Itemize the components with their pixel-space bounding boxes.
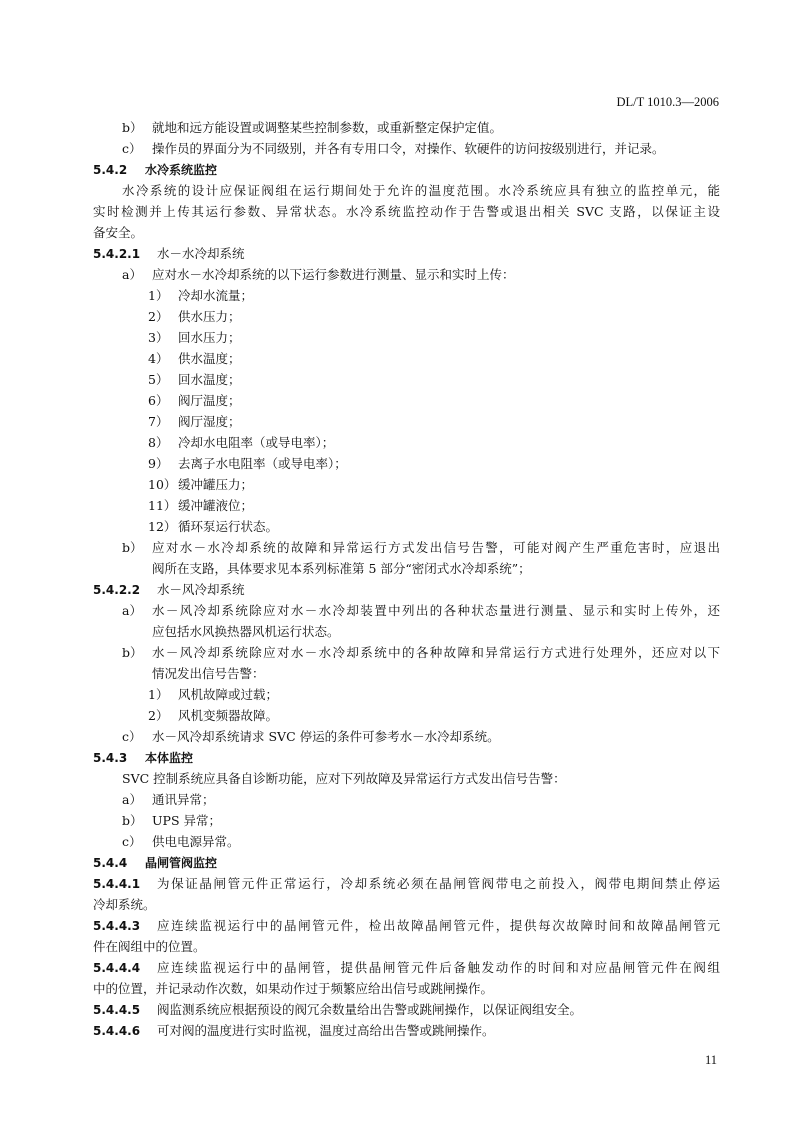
item-text: 冷却水流量； xyxy=(178,288,254,303)
clause-5-4-4-6 xyxy=(93,1023,495,1039)
list-subitem xyxy=(148,351,241,367)
item-text: 去离子水电阻率（或导电率）； xyxy=(178,456,347,471)
item-label: 6） xyxy=(148,393,169,408)
section-title: 水冷系统监控 xyxy=(145,163,218,177)
clause-text-line: 中的位置，并记录动作次数，如果动作过于频繁应给出信号或跳闸操作。 xyxy=(93,981,494,996)
list-subitem xyxy=(148,687,278,703)
clause-text-line: 件在阀组中的位置。 xyxy=(93,939,206,954)
item-text: 风机故障或过载； xyxy=(178,687,279,702)
item-label: 10） xyxy=(148,477,177,492)
item-text: 供水压力； xyxy=(178,309,241,324)
list-item xyxy=(122,792,215,808)
item-text: 缓冲罐液位； xyxy=(178,498,254,513)
document-id: DL/T 1010.3—2006 xyxy=(616,95,719,109)
list-subitem xyxy=(148,708,278,724)
intro-item-b xyxy=(122,120,502,136)
item-label: a） xyxy=(122,267,142,282)
section-title: 晶闸管阀监控 xyxy=(145,856,218,870)
item-text: 缓冲罐压力； xyxy=(178,477,254,492)
clause-number: 5.4.4.4 xyxy=(93,961,141,975)
item-label: 2） xyxy=(148,708,169,723)
item-label: a） xyxy=(122,603,142,618)
section-heading-5-4-3 xyxy=(93,750,193,766)
clause-text-line: 应连续监视运行中的晶闸管元件，检出故障晶闸管元件，提供每次故障时间和故障晶闸管元 xyxy=(157,918,720,933)
clause-text: 阀监测系统应根据预设的阀冗余数量给出告警或跳闸操作，以保证阀组安全。 xyxy=(157,1002,583,1017)
item-label: b） xyxy=(122,540,143,555)
section-number: 5.4.3 xyxy=(93,751,128,765)
clause-text-line: 应连续监视运行中的晶闸管，提供晶闸管元件后备触发动作的时间和对应晶闸管元件在阀组 xyxy=(157,960,720,975)
list-subitem xyxy=(148,519,278,535)
list-subitem xyxy=(148,309,241,325)
clause-5-4-4-4 xyxy=(93,960,157,976)
item-text: 风机变频器故障。 xyxy=(178,708,279,723)
page-number: 11 xyxy=(704,1053,717,1067)
clause-5-4-4-3 xyxy=(93,918,157,934)
item-label: b） xyxy=(122,813,143,828)
intro-item-c xyxy=(122,141,665,157)
list-item-c xyxy=(122,729,500,745)
item-text: 回水温度； xyxy=(178,372,241,387)
section-number: 5.4.2 xyxy=(93,163,128,177)
item-label: 7） xyxy=(148,414,169,429)
section-heading-5-4-4 xyxy=(93,855,217,871)
item-label: b） xyxy=(122,645,143,660)
item-text-line: 情况发出信号告警： xyxy=(152,666,265,681)
list-item-a xyxy=(122,603,152,619)
clause-number: 5.4.4.5 xyxy=(93,1003,141,1017)
item-label: 1） xyxy=(148,288,169,303)
item-text-line: 水－风冷却系统除应对水－水冷却系统中的各种故障和异常运行方式进行处理外，还应对以下 xyxy=(152,645,720,660)
list-subitem xyxy=(148,393,241,409)
section-number: 5.4.4 xyxy=(93,856,128,870)
list-subitem xyxy=(148,330,241,346)
item-label: a） xyxy=(122,792,142,807)
paragraph-line: 备安全。 xyxy=(93,225,144,240)
paragraph-line: SVC 控制系统应具备自诊断功能，应对下列故障及异常运行方式发出信号告警： xyxy=(122,771,566,786)
section-title: 本体监控 xyxy=(145,751,194,765)
list-item xyxy=(122,813,221,829)
item-text-line: 阀所在支路，具体要求见本系列标准第 5 部分“密闭式水冷却系统”； xyxy=(152,561,531,576)
item-label: 11） xyxy=(148,498,177,513)
item-text: 水－风冷却系统请求 SVC 停运的条件可参考水－水冷却系统。 xyxy=(152,729,500,744)
item-label: b） xyxy=(122,120,143,135)
clause-5-4-4-5 xyxy=(93,1002,582,1018)
list-subitem xyxy=(148,288,253,304)
item-label: c） xyxy=(122,834,142,849)
item-label: 4） xyxy=(148,351,169,366)
clause-text-line: 为保证晶闸管元件正常运行，冷却系统必须在晶闸管阀带电之前投入，阀带电期间禁止停运 xyxy=(157,876,720,891)
section-heading-5-4-2 xyxy=(93,162,217,178)
item-text: 冷却水电阻率（或导电率）； xyxy=(178,435,335,450)
item-text: 应对水－水冷却系统的以下运行参数进行测量、显示和实时上传： xyxy=(152,267,515,282)
item-text: 操作员的界面分为不同级别，并各有专用口令，对操作、软硬件的访问按级别进行，并记录。 xyxy=(152,141,665,156)
section-title: 水－风冷却系统 xyxy=(157,582,245,597)
item-label: c） xyxy=(122,141,142,156)
item-text-line: 水－风冷却系统除应对水－水冷却装置中列出的各种状态量进行测量、显示和实时上传外，还 xyxy=(152,603,720,618)
list-subitem xyxy=(148,456,347,472)
list-subitem xyxy=(148,372,241,388)
item-text-line: 应包括水风换热器风机运行状态。 xyxy=(152,624,340,639)
item-label: 1） xyxy=(148,687,169,702)
list-subitem xyxy=(148,477,253,493)
section-heading-5-4-2-1 xyxy=(93,246,245,262)
clause-number: 5.4.4.6 xyxy=(93,1024,141,1038)
item-label: 8） xyxy=(148,435,169,450)
clause-text-line: 冷却系统。 xyxy=(93,897,156,912)
list-subitem xyxy=(148,498,253,514)
paragraph-line: 实时检测并上传其运行参数、异常状态。水冷系统监控动作于告警或退出相关 SVC 支路，以保证主设 xyxy=(93,204,720,219)
item-label: 5） xyxy=(148,372,169,387)
clause-number: 5.4.4.3 xyxy=(93,919,141,933)
list-item-b xyxy=(122,645,152,661)
item-text: UPS 异常； xyxy=(152,813,221,828)
item-label: 3） xyxy=(148,330,169,345)
item-label: 9） xyxy=(148,456,169,471)
list-item xyxy=(122,834,240,850)
item-text: 通讯异常； xyxy=(152,792,215,807)
item-text: 供水温度； xyxy=(178,351,241,366)
item-text: 循环泵运行状态。 xyxy=(178,519,279,534)
item-text-line: 应对水－水冷却系统的故障和异常运行方式发出信号告警，可能对阀产生严重危害时，应退出 xyxy=(152,540,720,555)
item-text: 就地和远方能设置或调整某些控制参数，或重新整定保护定值。 xyxy=(152,120,503,135)
section-heading-5-4-2-2 xyxy=(93,582,245,598)
paragraph-line: 水冷系统的设计应保证阀组在运行期间处于允许的温度范围。水冷系统应具有独立的监控单元，能 xyxy=(122,183,720,198)
item-text: 阀厅湿度； xyxy=(178,414,241,429)
clause-text: 可对阀的温度进行实时监视，温度过高给出告警或跳闸操作。 xyxy=(157,1023,495,1038)
clause-5-4-4-1 xyxy=(93,876,157,892)
list-subitem xyxy=(148,414,241,430)
item-text: 阀厅温度； xyxy=(178,393,241,408)
item-text: 回水压力； xyxy=(178,330,241,345)
section-number: 5.4.2.1 xyxy=(93,247,141,261)
item-label: 2） xyxy=(148,309,169,324)
item-text: 供电电源异常。 xyxy=(152,834,240,849)
list-item-a xyxy=(122,267,515,283)
section-title: 水－水冷却系统 xyxy=(157,246,245,261)
item-label: c） xyxy=(122,729,142,744)
list-subitem xyxy=(148,435,334,451)
list-item-b xyxy=(122,540,152,556)
section-number: 5.4.2.2 xyxy=(93,583,141,597)
item-label: 12） xyxy=(148,519,177,534)
clause-number: 5.4.4.1 xyxy=(93,877,141,891)
